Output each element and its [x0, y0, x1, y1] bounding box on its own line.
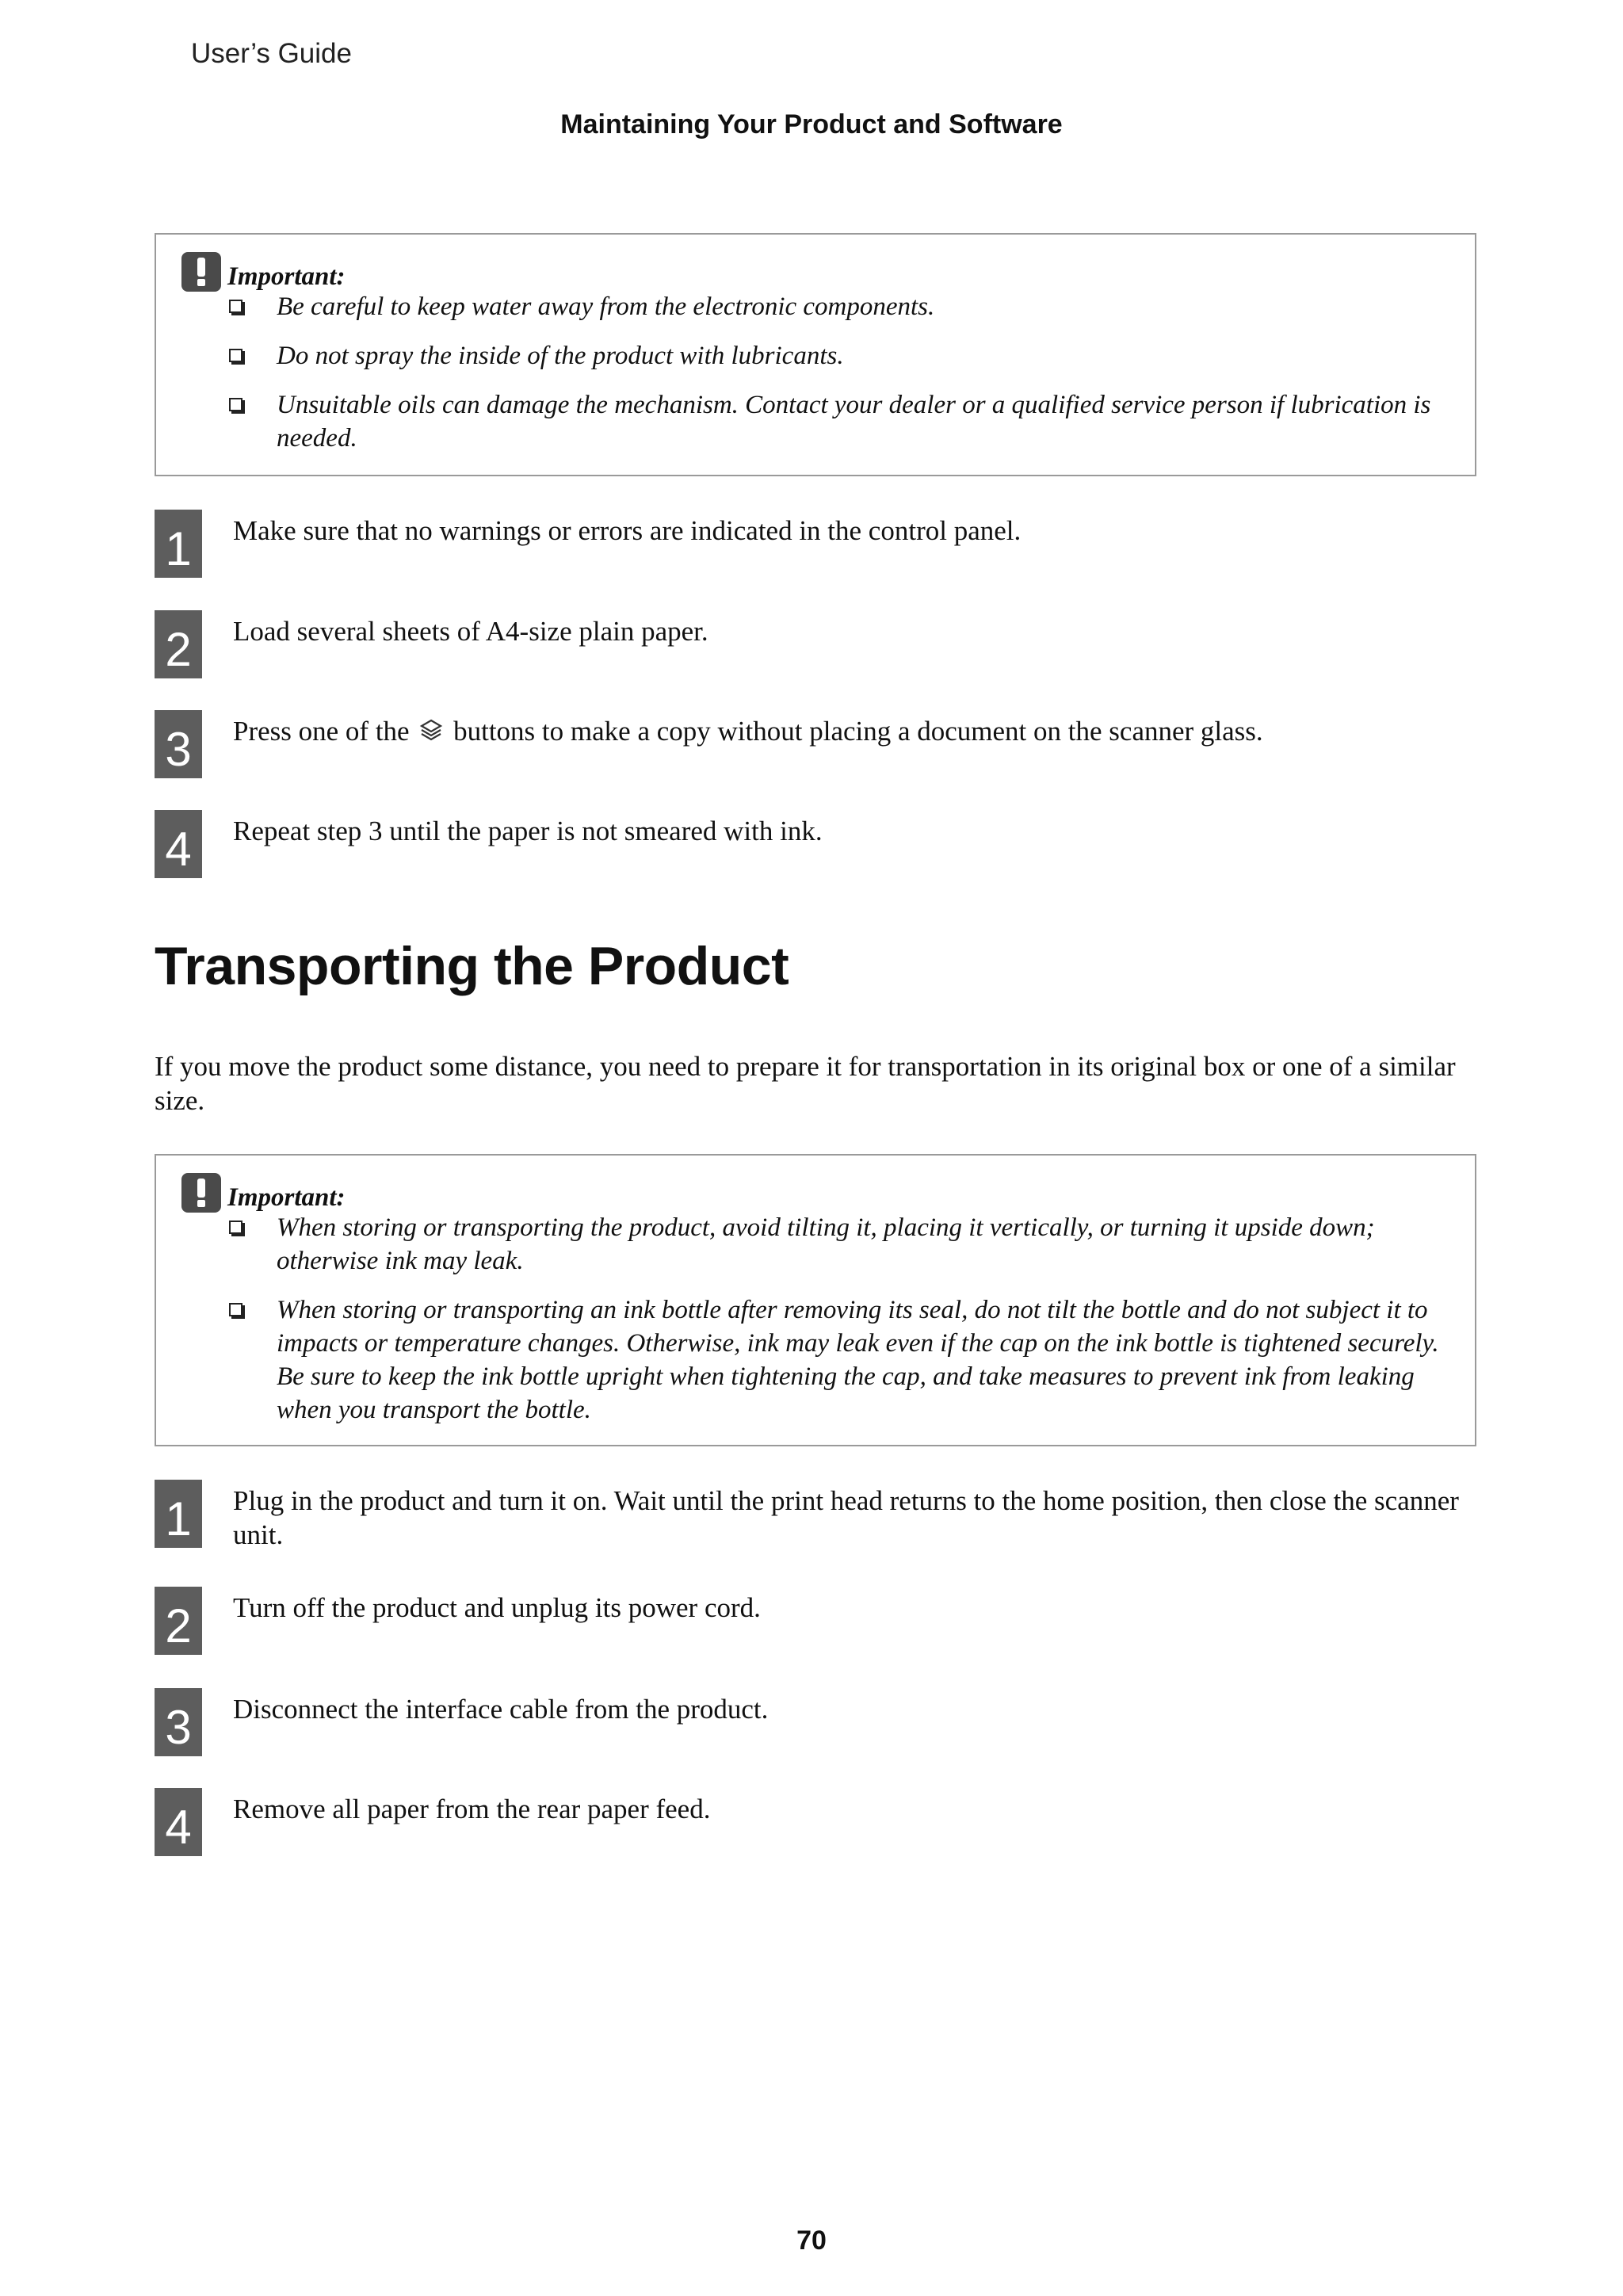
exclamation-icon	[181, 1173, 221, 1213]
page-number: 70	[796, 2225, 827, 2256]
section-heading: Transporting the Product	[155, 936, 789, 996]
important-list	[229, 290, 1446, 471]
important-item	[229, 1211, 1446, 1278]
important-notice-box	[155, 233, 1476, 476]
checkbox-bullet-icon	[229, 398, 242, 411]
important-item-text: When storing or transporting the product, avoid tilting it, placing it vertically, or turning it upside down; otherwise ink may leak.	[277, 1213, 1375, 1275]
important-heading	[181, 1173, 346, 1213]
important-item	[229, 339, 1446, 372]
important-item-text: Be careful to keep water away from the electronic components.	[277, 292, 935, 321]
step-number-badge: 4	[155, 810, 202, 878]
important-heading	[181, 252, 346, 292]
important-list	[229, 1211, 1446, 1442]
step-text: Turn off the product and unplug its power cord.	[233, 1592, 761, 1623]
step-text-after: buttons to make a copy without placing a document on the scanner glass.	[453, 716, 1263, 747]
step-number-badge: 4	[155, 1788, 202, 1856]
checkbox-bullet-icon	[229, 349, 242, 362]
step-number-badge: 1	[155, 510, 202, 578]
checkbox-bullet-icon	[229, 300, 242, 313]
step-text: Repeat step 3 until the paper is not smeared with ink.	[233, 816, 823, 846]
step-text: Load several sheets of A4-size plain paper.	[233, 616, 708, 647]
exclamation-icon	[181, 252, 221, 292]
checkbox-bullet-icon	[229, 1221, 242, 1234]
important-item-text: Do not spray the inside of the product with lubricants.	[277, 342, 844, 370]
step-text-before: Press one of the	[233, 716, 410, 747]
important-item	[229, 290, 1446, 323]
important-item-text: Unsuitable oils can damage the mechanism. Contact your dealer or a qualified service person if lubrication is needed.	[277, 391, 1431, 453]
step-text: Disconnect the interface cable from the product.	[233, 1694, 769, 1725]
important-item	[229, 388, 1446, 455]
step-text	[233, 714, 1476, 750]
step-text: Remove all paper from the rear paper feed.	[233, 1794, 711, 1824]
step-number-badge: 1	[155, 1480, 202, 1548]
important-title: Important:	[227, 1182, 346, 1212]
running-header: User’s Guide	[191, 38, 352, 69]
important-item	[229, 1293, 1446, 1427]
step-number-badge: 3	[155, 710, 202, 778]
section-header: Maintaining Your Product and Software	[560, 109, 1063, 139]
important-title: Important:	[227, 262, 346, 291]
copy-icon	[419, 716, 443, 750]
step-number-badge: 3	[155, 1688, 202, 1756]
checkbox-bullet-icon	[229, 1303, 242, 1316]
section-intro: If you move the product some distance, you need to prepare it for transportation in its original box or one of a similar size.	[155, 1051, 1456, 1116]
important-item-text: When storing or transporting an ink bottle after removing its seal, do not tilt the bottle and do not subject it to impacts or temperature changes. Otherwise, ink may leak even if the cap on the ink bottle is tightened securely. Be sure to keep the ink bottle upright when tightening the cap, and take measures to prevent ink from leaking when you transport the bottle.	[277, 1296, 1439, 1424]
important-notice-box	[155, 1154, 1476, 1446]
step-number-badge: 2	[155, 1587, 202, 1655]
step-text: Plug in the product and turn it on. Wait until the print head returns to the home position, then close the scanner unit.	[233, 1485, 1459, 1550]
step-text: Make sure that no warnings or errors are indicated in the control panel.	[233, 515, 1022, 546]
step-number-badge: 2	[155, 610, 202, 678]
